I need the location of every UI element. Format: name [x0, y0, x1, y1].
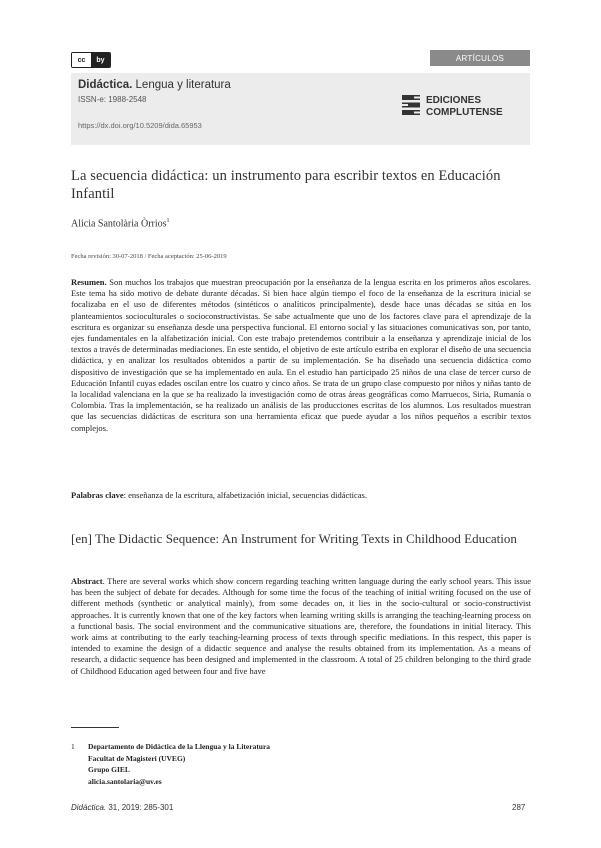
abstract-en-label: Abstract — [71, 576, 103, 586]
article-title: La secuencia didáctica: un instrumento para escribir textos en Educación Infantil — [71, 168, 501, 202]
abstract-en — [71, 576, 531, 677]
author-name-text: Alicia Santolària Òrrios — [71, 218, 167, 230]
page-number: 287 — [512, 803, 526, 812]
journal-name-rest: Lengua y literatura — [132, 79, 231, 91]
author-footnote-mark: 1 — [166, 218, 170, 224]
review-dates: Fecha revisión: 30-07-2018 / Fecha aceptación: 25-06-2019 — [71, 253, 227, 260]
license-badge — [71, 52, 111, 68]
footnote-line: Facultat de Magisteri (UVEG) — [88, 753, 186, 763]
footnote-body — [88, 741, 270, 787]
doi-link[interactable]: https://dx.doi.org/10.5209/dida.65953 — [78, 121, 202, 130]
footer-volume: 31, 2019: 285-301 — [106, 803, 174, 812]
publisher-line1: EDICIONES — [426, 95, 482, 106]
footnote-line: Departamento de Didàctica de la Llengua y la Literatura — [88, 742, 271, 751]
footer-journal: Didáctica. — [71, 803, 107, 812]
footer-citation — [71, 803, 173, 812]
footnote-line: Grupo GIEL — [88, 765, 130, 774]
footnote-rule — [71, 727, 119, 728]
keywords-text: : enseñanza de la escritura, alfabetización inicial, secuencias didácticas. — [123, 490, 367, 500]
abstract-es — [71, 277, 531, 434]
abstract-es-text: Son muchos los trabajos que muestran preocupación por la enseñanza de la lengua escrita en los primeros años escolares. Este tema ha sido motivo de debate durante décadas. Si bien hace algún tiempo el foco de la enseñanza de la escritura inicial se focalizaba en el uso de diferentes métodos (sintéticos o analíticos principalmente), desde hace unas décadas se sitúa en los planteamientos socioculturales o socioconstructivistas. Se sabe actualmente que uno de los factores clave para el aprendizaje de la escritura es organizar su enseñanza desde una perspectiva funcional. El entorno social y las situaciones comunicativas son, por tanto, ejes fundamentales en la alfabetización inicial. Con este trabajo pretendemos contribuir a la enseñanza y aprendizaje inicial de los textos a través de determinadas mediaciones. En este sentido, el objetivo de este artículo estriba en explorar el diseño de una secuencia didáctica, y en analizar los resultados obtenidos a partir de su implementación. Se ha diseñado una secuencia didáctica como dispositivo de investigación que se ha implementado en aula. En el estudio han participado 25 niños de una clase de tercer curso de Educación Infantil cuyas edades oscilan entre los cuatro y cinco años. Se trata de un grupo clase compuesto por niños y niñas tanto de la localidad valenciana en la que se ha realizado la investigación como de otras áreas geográficas como Marruecos, Siria, Rumanía o Colombia. Tras la implementación, se ha realizado un análisis de las producciones escritas de los alumnos. Los resultados muestran que las secuencias didácticas de escritura son una herramienta eficaz que puede ayudar a los niños pequeños a escribir textos complejos. — [71, 277, 531, 433]
abstract-en-text: . There are several works which show concern regarding teaching written language during the early school years. This issue has been the subject of debate for decades. Although for some time the focus of the teaching of initial writing focused on the use of different methods (synthetic or analytical mainly), from some decades on, it lies in the socio-cultural or socio-constructivist approaches. It is currently known that one of the key factors when learning writing skills is arranging the teaching-learning process on a functional basis. The social environment and the communicative situations are, therefore, the foundations in initial literacy. This work aims at contributing to the early teaching-learning process of texts through specific mediations. In this respect, this paper is intended to examine the design of a didactic sequence and analyse the results obtained from its implementation. As a means of research, a didactic sequence has been designed and implemented in the classroom. A total of 25 children belonging to the third grade of Childhood Education aged between four and five have — [71, 576, 531, 676]
publisher-line2: COMPLUTENSE — [426, 107, 503, 118]
book-stack-icon — [402, 95, 420, 115]
footnote-number: 1 — [71, 742, 75, 751]
journal-title — [78, 79, 231, 91]
publisher-logo-text — [426, 95, 503, 119]
issn: ISSN-e: 1988-2548 — [78, 95, 147, 104]
author-name — [71, 218, 170, 229]
footnote — [71, 741, 270, 787]
journal-name-bold: Didáctica. — [78, 79, 133, 91]
section-label: ARTÍCULOS — [430, 50, 530, 66]
keywords-label: Palabras clave — [71, 490, 124, 500]
by-icon: by — [91, 53, 110, 67]
cc-icon: cc — [72, 53, 91, 67]
footnote-email[interactable]: alicia.santolaria@uv.es — [88, 776, 162, 786]
abstract-es-label: Resumen. — [71, 277, 107, 287]
article-title-en: [en] The Didactic Sequence: An Instrument for Writing Texts in Childhood Education — [71, 531, 517, 546]
keywords — [71, 490, 531, 501]
